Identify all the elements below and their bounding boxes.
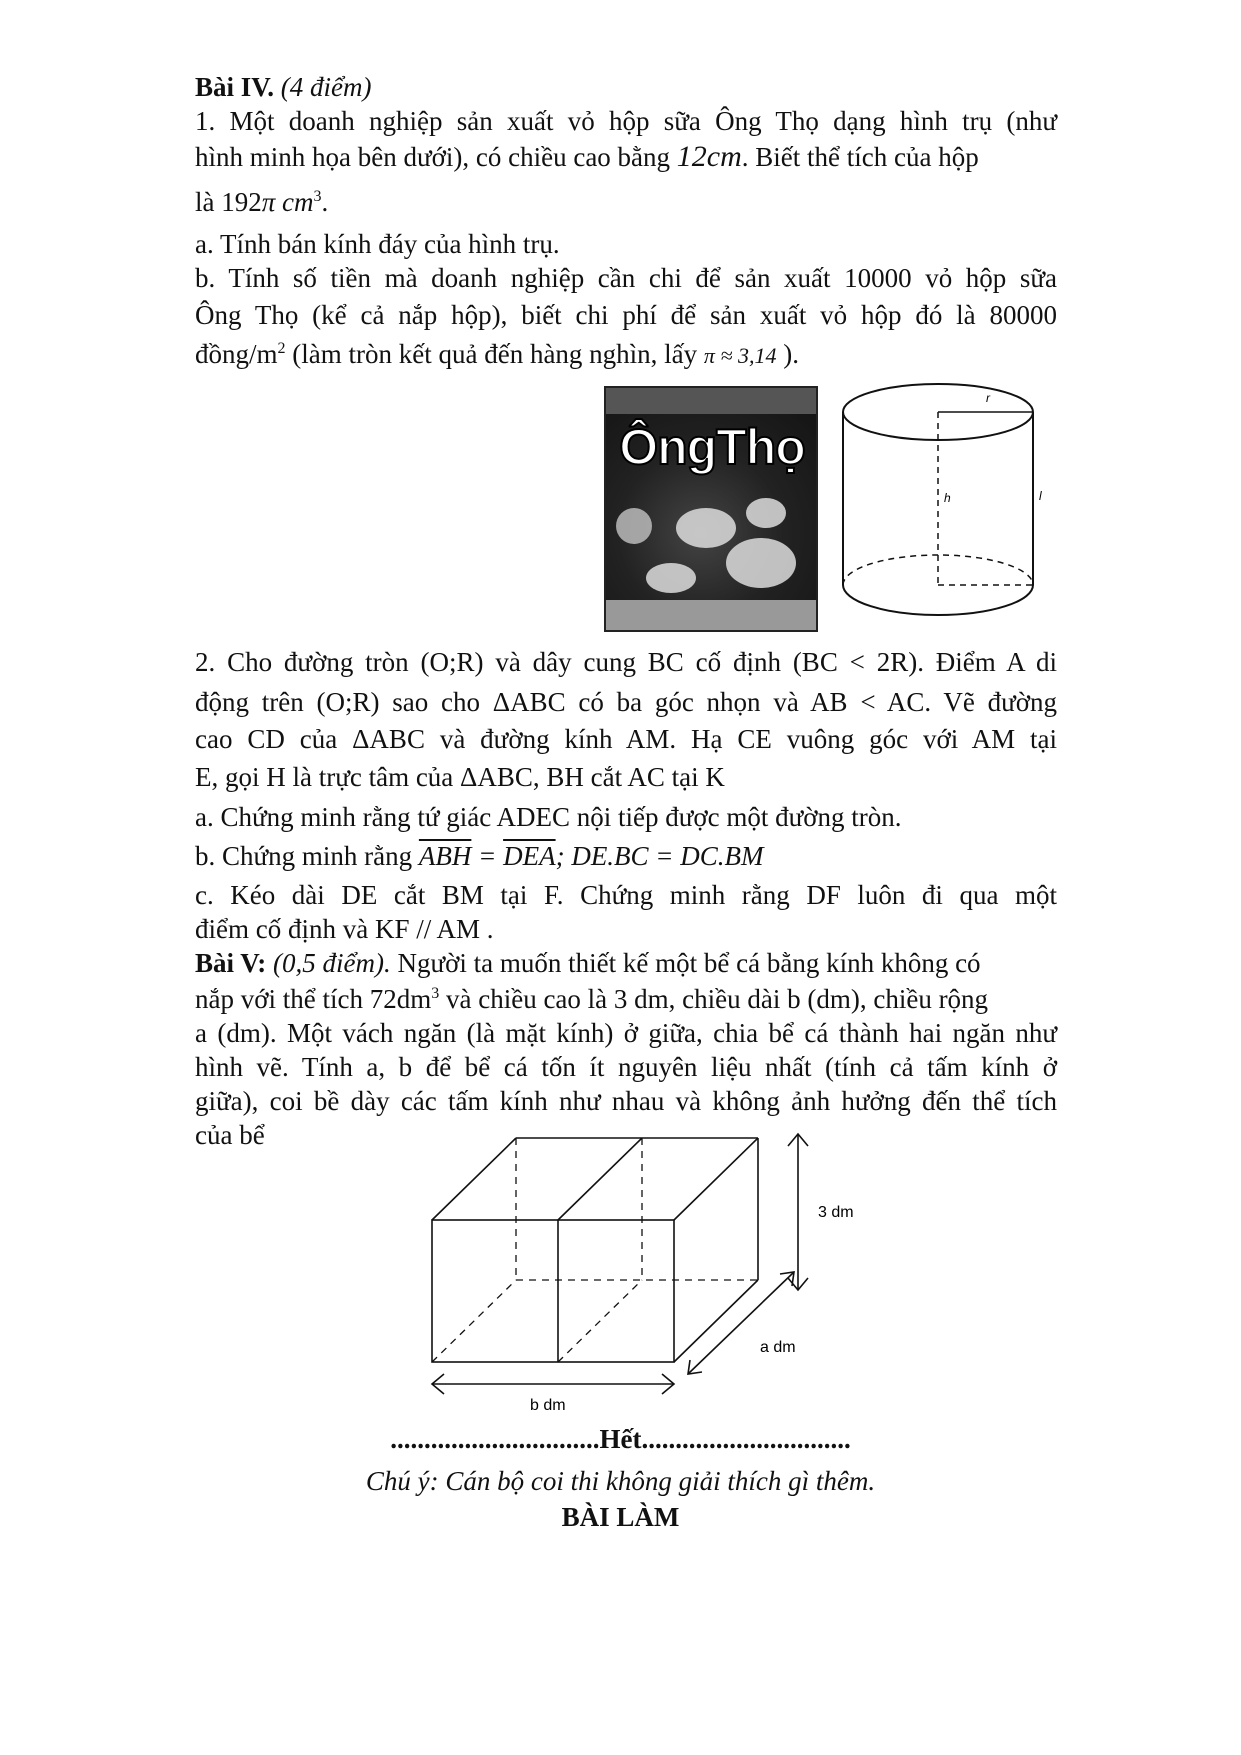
bai4-heading-line	[195, 70, 1057, 104]
length-arrow	[432, 1374, 674, 1394]
tank-front-face	[432, 1220, 674, 1362]
can-decoration	[676, 508, 736, 548]
text-fragment: đồng/m	[195, 339, 278, 369]
q2-part-a: a. Chứng minh rằng tứ giác ADEC nội tiếp được một đường tròn.	[195, 802, 902, 832]
angle-dea: $\overline{DEA}$	[503, 841, 556, 871]
can-badge	[616, 508, 652, 544]
q2-line1: 2. Cho đường tròn (O;R) và dây cung BC cố định (BC < 2R). Điểm A di	[195, 647, 1057, 677]
text-fragment: và chiều cao là 3 dm, chiều dài b (dm), chiều rộng	[439, 984, 989, 1014]
superscript: 3	[431, 985, 440, 1002]
q2-part-c-line2: điểm cố định và KF // AM .	[195, 914, 494, 944]
bai5-heading: Bài V:	[195, 948, 267, 978]
fish-tank-diagram	[420, 1130, 890, 1415]
width-arrow	[688, 1272, 794, 1374]
bai5-line5: giữa), coi bề dày các tấm kính như nhau và không ảnh hưởng đến thể tích	[195, 1086, 1057, 1116]
bai4-part-a: a. Tính bán kính đáy của hình trụ.	[195, 229, 560, 259]
bai4-part-b-line2: Ông Thọ (kể cả nắp hộp), biết chi phí để sản xuất vỏ hộp đó là 80000	[195, 300, 1057, 330]
bai4-heading: Bài IV.	[195, 72, 275, 102]
q2-part-b	[195, 839, 1057, 873]
end-marker: ...............................Hết...............................	[390, 1424, 851, 1454]
answer-heading: BÀI LÀM	[561, 1502, 680, 1532]
length-label: b dm	[530, 1397, 566, 1414]
superscript: 2	[277, 340, 286, 357]
math-fragment: 12cm	[676, 140, 742, 173]
height-label: 3 dm	[818, 1204, 854, 1221]
math-fragment: π cm	[261, 187, 314, 217]
bai5-points: (0,5 điểm).	[273, 948, 391, 978]
q2-line2: động trên (O;R) sao cho ΔABC có ba góc nhọn và AB < AC. Vẽ đường	[195, 687, 1057, 717]
text-fragment: .	[321, 187, 329, 217]
text-fragment: nắp với thể tích 72dm	[195, 984, 432, 1014]
can-logo: ÔngThọ	[619, 419, 805, 475]
bai4-part-b-line3	[195, 337, 1057, 373]
superscript: 3	[313, 188, 322, 205]
text-fragment: ).	[776, 339, 800, 369]
math-fragment: π ≈ 3,14	[703, 343, 777, 368]
angle-abh: $\overline{ABH}$	[418, 841, 472, 871]
can-top-band	[606, 388, 816, 414]
can-bottom-band	[606, 600, 816, 630]
text-fragment: hình minh họa bên dưới), có chiều cao bằng	[195, 142, 677, 172]
q2-line3: cao CD của ΔABC và đường kính AM. Hạ CE vuông góc với AM tại	[195, 724, 1057, 754]
bai4-p1-line3	[195, 185, 1057, 219]
text-fragment: là 192	[195, 187, 262, 217]
tank-edge	[674, 1280, 758, 1362]
bai5-line2	[195, 982, 1057, 1016]
text-fragment: =	[471, 841, 504, 871]
bai4-part-b-line1: b. Tính số tiền mà doanh nghiệp cần chi để sản xuất 10000 vỏ hộp sữa	[195, 263, 1057, 293]
text-fragment: b. Chứng minh rằng	[195, 841, 419, 871]
text-fragment: . Biết thể tích của hộp	[741, 142, 979, 172]
can-decoration	[646, 563, 696, 593]
bai5-line4: hình vẽ. Tính a, b để bể cá tốn ít nguyên liệu nhất (tính cả tấm kính ở	[195, 1052, 1057, 1082]
tank-divider-top	[558, 1138, 642, 1220]
bai4-p1-line2	[195, 140, 1057, 174]
milk-can-image	[604, 386, 818, 632]
tank-edge	[432, 1138, 516, 1220]
invigilator-note: Chú ý: Cán bộ coi thi không giải thích gì thêm.	[365, 1466, 876, 1496]
bai4-points: (4 điểm)	[280, 72, 372, 102]
tank-edge	[674, 1138, 758, 1220]
bai4-p1-line1: 1. Một doanh nghiệp sản xuất vỏ hộp sữa Ông Thọ dạng hình trụ (như	[195, 106, 1057, 136]
can-decoration	[746, 498, 786, 528]
text-fragment: Người ta muốn thiết kế một bể cá bằng kính không có	[390, 948, 981, 978]
bai5-line1	[195, 946, 1057, 980]
height-label: h	[944, 491, 951, 505]
text-fragment: (làm tròn kết quả đến hàng nghìn, lấy	[285, 339, 704, 369]
q2-part-c-line1: c. Kéo dài DE cắt BM tại F. Chứng minh rằng DF luôn đi qua một	[195, 880, 1057, 910]
bai5-line6: của bể	[195, 1120, 265, 1150]
math-fragment: ; DE.BC = DC.BM	[555, 841, 764, 871]
bai5-line3: a (dm). Một vách ngăn (là mặt kính) ở giữa, chia bể cá thành hai ngăn như	[195, 1018, 1057, 1048]
radius-label: r	[986, 391, 990, 405]
cylinder-diagram	[836, 380, 1048, 630]
height-arrow	[788, 1134, 808, 1290]
side-label: l	[1039, 489, 1042, 503]
q2-line4: E, gọi H là trực tâm của ΔABC, BH cắt AC tại K	[195, 762, 725, 792]
width-label: a dm	[760, 1339, 796, 1356]
can-decoration	[726, 538, 796, 588]
